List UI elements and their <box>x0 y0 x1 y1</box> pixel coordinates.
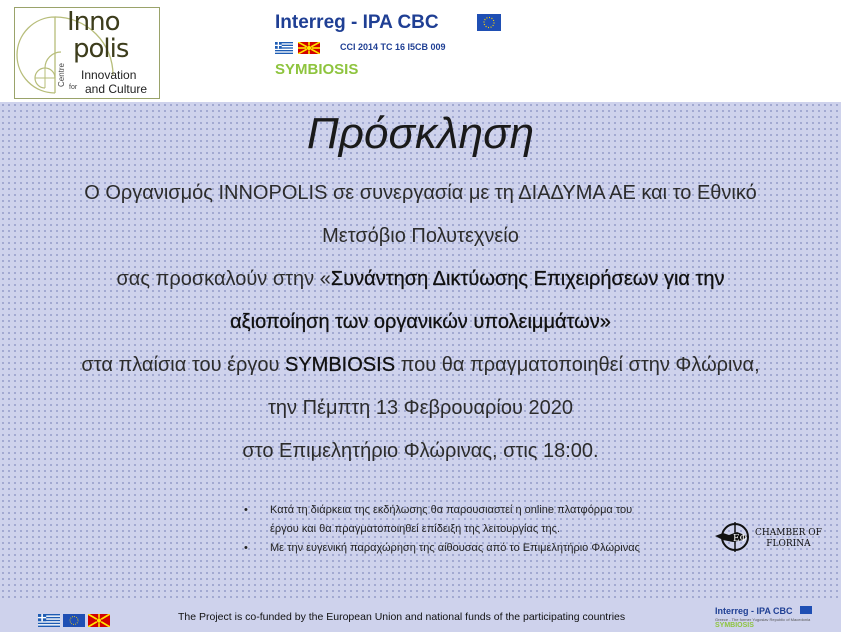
project-name: SYMBIOSIS <box>285 354 396 376</box>
footer-symbiosis-name: SYMBIOSIS <box>715 622 754 629</box>
logo-for-text: for <box>69 84 78 91</box>
cofunding-statement: The Project is co-funded by the European Union and national funds of the participating countries <box>178 611 626 623</box>
footer-interreg-logo: Interreg - IPA CBC <box>715 606 793 616</box>
event-title-part2: αξιοποίηση των οργανικών υπολειμμάτων» <box>230 311 611 333</box>
invitation-line-event <box>0 268 841 291</box>
project-prefix-text: στα πλαίσια του έργου <box>81 354 285 376</box>
note-platform-text: Κατά τη διάρκεια της εκδήλωσης θα παρουσιαστεί η online πλατφόρμα του <box>270 504 633 516</box>
cci-project-code: CCI 2014 TC 16 I5CB 009 <box>340 42 446 52</box>
invitation-line-organizers-cont: Μετσόβιο Πολυτεχνείο <box>322 225 519 247</box>
bullet-icon: • <box>244 542 248 554</box>
north-macedonia-flag-icon <box>88 614 110 627</box>
event-title-part1: Συνάντηση Δικτύωσης Επιχειρήσεων για την <box>330 268 725 290</box>
logo-centre-text: Centre <box>57 63 66 88</box>
chamber-of-florina-name <box>755 528 822 550</box>
list-item <box>244 501 744 539</box>
eu-flag-icon <box>477 14 501 31</box>
footer-programme-subtitle: Greece - The former Yugoslav Republic of Macedonia <box>715 617 811 622</box>
svg-text:ΕΦ: ΕΦ <box>733 534 747 544</box>
symbiosis-project-name: SYMBIOSIS <box>275 61 359 78</box>
note-venue-text: Με την ευγενική παραχώρηση της αίθουσας από το Επιμελητήριο Φλώρινας <box>270 542 640 554</box>
project-suffix-text: που θα πραγματοποιηθεί στην Φλώρινα, <box>395 354 760 376</box>
chamber-name-line2: FLORINA <box>766 539 811 549</box>
logo-tagline-innovation: Innovation <box>81 68 137 82</box>
logo-inno-text: Inno <box>67 7 120 37</box>
chamber-of-florina-emblem-icon <box>713 520 753 554</box>
list-item <box>244 539 744 558</box>
note-platform-text-cont: έργου και θα πραγματοποιηθεί επίδειξη της λειτουργίας της. <box>270 523 561 535</box>
invitation-invite-text: σας προσκαλούν στην « <box>116 268 331 290</box>
notes-list <box>244 501 744 558</box>
header <box>0 0 841 102</box>
north-macedonia-flag-icon <box>298 42 320 54</box>
invitation-line-date: την Πέμπτη 13 Φεβρουαρίου 2020 <box>268 397 573 419</box>
logo-tagline-culture: and Culture <box>85 82 148 96</box>
invitation-line-event-cont <box>0 311 841 334</box>
logo-polis-text: polis <box>73 34 129 64</box>
greece-flag-icon <box>38 614 60 627</box>
greece-flag-icon <box>275 42 293 54</box>
invitation-line-project <box>0 354 841 377</box>
eu-flag-icon <box>63 614 85 627</box>
invitation-line-venue: στο Επιμελητήριο Φλώρινας, στις 18:00. <box>242 440 599 462</box>
interreg-logo-title: Interreg - IPA CBC <box>275 12 439 33</box>
invitation-line-organizers: Ο Οργανισμός INNOPOLIS σε συνεργασία με τη ΔΙΑΔΥΜΑ ΑΕ και το Εθνικό <box>84 182 757 204</box>
invitation-title: Πρόσκληση <box>306 109 535 158</box>
chamber-name-line1: CHAMBER OF <box>755 528 822 538</box>
innopolis-logo <box>14 7 160 99</box>
bullet-icon: • <box>244 504 248 516</box>
footer-eu-flag-icon <box>800 606 812 614</box>
